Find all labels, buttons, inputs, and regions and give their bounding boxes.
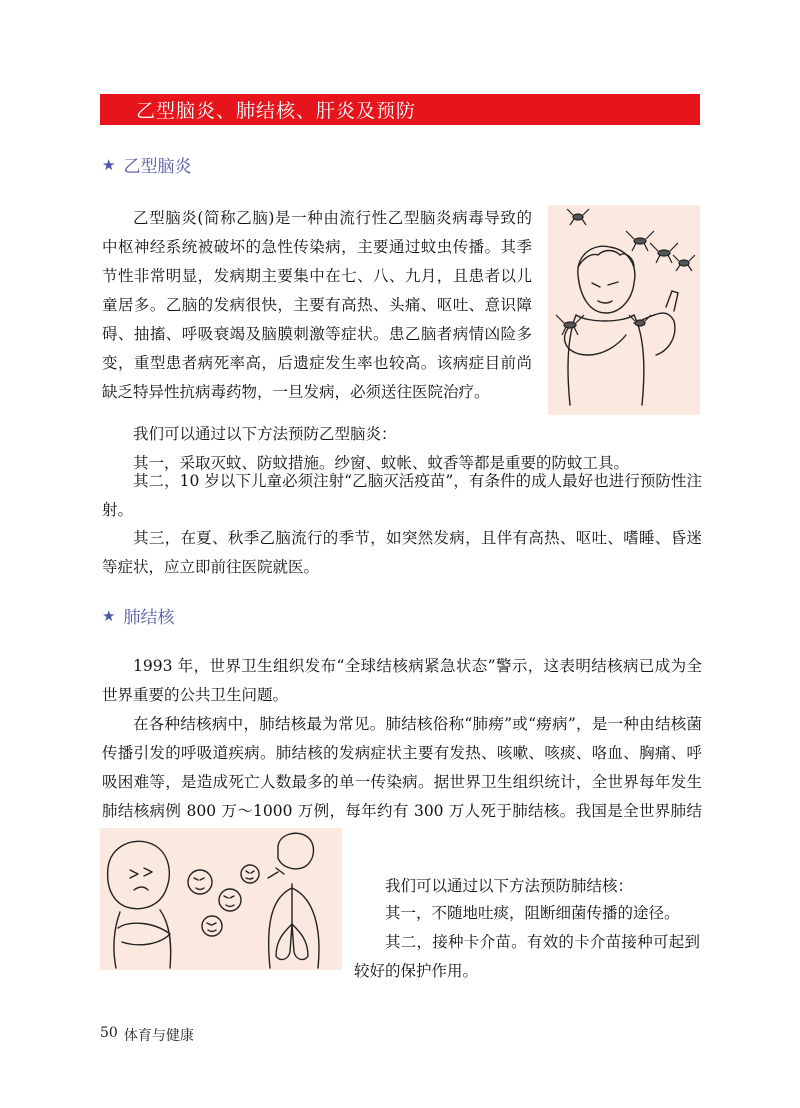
paragraph: 在各种结核病中，肺结核最为常见。肺结核俗称“肺痨”或“痨病”，是一种由结核菌传播引发的呼吸道疾病。肺结核的发病症状主要有发热、咳嗽、咳痰、咯血、胸痛、呼吸困难等，是造成死亡人数最多的单一传染病。据世界卫生组织统计，全世界每年发生肺结核病例 800 万～1000 万例，每年约有 300 万人死于肺结核。我国是全世界肺结: [102, 715, 702, 820]
book-title: 体育与健康: [123, 1028, 194, 1044]
section-heading-encephalitis: [102, 152, 191, 177]
paragraph: 其一，不随地吐痰，阻断细菌传播的途径。: [385, 904, 680, 922]
page-title: 乙型脑炎、肺结核、肝炎及预防: [136, 100, 417, 122]
paragraph: 其三，在夏、秋季乙脑流行的季节，如突然发病，且伴有高热、呕吐、嗜睡、昏迷等症状，应立即前往医院就医。: [102, 529, 702, 576]
tuberculosis-illustration: [100, 828, 342, 970]
section-heading-text: 肺结核: [123, 608, 175, 628]
star-icon: ★: [102, 155, 116, 174]
paragraph: 乙型脑炎(简称乙脑)是一种由流行性乙型脑炎病毒导致的中枢神经系统被破坏的急性传染病，主要通过蚊虫传播。其季节性非常明显，发病期主要集中在七、八、九月，且患者以儿童居多。乙脑的发病很快，主要有高热、头痛、呕吐、意识障碍、抽搐、呼吸衰竭及脑膜刺激等症状。患乙脑者病情凶险多变，重型患者病死率高，后遗症发生率也较高。该病症目前尚缺乏特异性抗病毒药物，一旦发病，必须送往医院治疗。: [102, 209, 532, 401]
paragraph: 1993 年，世界卫生组织发布“全球结核病紧急状态”警示，这表明结核病已成为全世界重要的公共卫生问题。: [102, 657, 702, 704]
mosquito-illustration: [548, 205, 700, 415]
coughing-person-drawing: [100, 828, 342, 970]
paragraph: 我们可以通过以下方法预防乙型脑炎：: [133, 425, 397, 443]
mosquito-boy-drawing: [548, 205, 700, 415]
paragraph: 其二，接种卡介苗。有效的卡介苗接种可起到较好的保护作用。: [354, 933, 700, 980]
paragraph: 其二，10 岁以下儿童必须注射“乙脑灭活疫苗”，有条件的成人最好也进行预防性注射。: [102, 472, 702, 519]
star-icon: ★: [102, 606, 116, 625]
paragraph: 我们可以通过以下方法预防肺结核：: [385, 877, 634, 895]
section-heading-text: 乙型脑炎: [123, 157, 192, 177]
page-footer: [100, 1025, 194, 1045]
paragraph: 其一，采取灭蚊、防蚊措施。纱窗、蚊帐、蚊香等都是重要的防蚊工具。: [133, 454, 630, 472]
page-number: 50: [100, 1025, 118, 1041]
title-bar: [100, 94, 700, 125]
section-heading-tuberculosis: [102, 603, 174, 628]
